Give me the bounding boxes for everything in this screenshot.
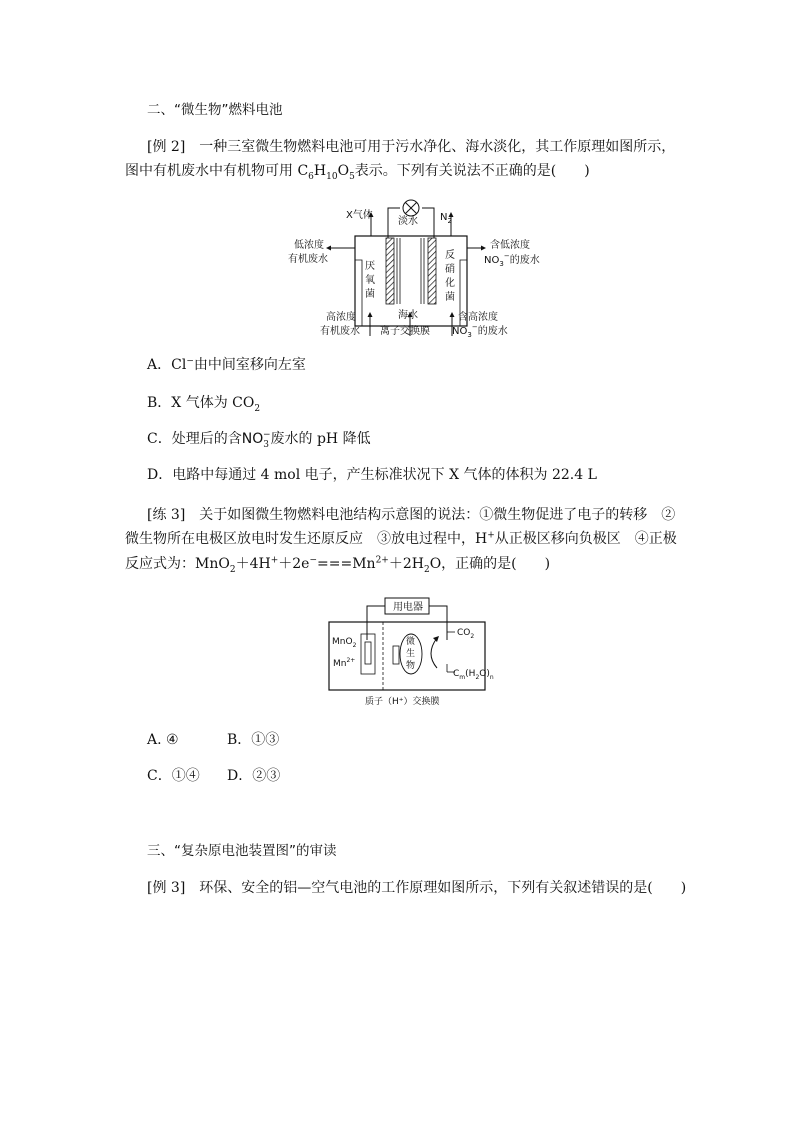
mno2-label: MnO$_2$ bbox=[332, 637, 357, 649]
membrane-label: 质子（H⁺）交换膜 bbox=[365, 697, 440, 707]
membrane-label: 离子交换膜 bbox=[380, 326, 430, 337]
left-electrode bbox=[365, 642, 371, 664]
option-a[interactable]: A. ④ bbox=[147, 732, 179, 748]
low-organic-label: 低浓度 bbox=[294, 240, 324, 251]
appliance-label: 用电器 bbox=[393, 602, 423, 613]
denitrify-label-4: 菌 bbox=[445, 292, 455, 303]
section-heading: 二、“微生物”燃料电池 bbox=[147, 102, 283, 118]
n2-label: $N_2$ bbox=[440, 212, 452, 225]
low-organic-label-2: 有机废水 bbox=[288, 254, 328, 265]
low-nitrate-label-2: $NO_3^-$的废水 bbox=[484, 252, 540, 268]
section-heading: 三、“复杂原电池装置图”的审读 bbox=[147, 843, 337, 859]
option-b[interactable]: B．X 气体为 $CO_2$ bbox=[147, 395, 261, 414]
option-b[interactable]: B．①③ bbox=[227, 732, 280, 748]
cm-label: $C_m(H_2O)_n$ bbox=[453, 669, 494, 681]
option-c[interactable]: C．①④ bbox=[147, 768, 200, 784]
seawater-label: 海水 bbox=[398, 310, 418, 321]
option-d[interactable]: D．电路中每通过 4 mol 电子，产生标准状况下 X 气体的体积为 22.4 L bbox=[147, 467, 597, 483]
option-a[interactable]: A．Cl−由中间室移向左室 bbox=[147, 356, 306, 373]
anaerobic-label: 厌 bbox=[365, 261, 375, 272]
low-nitrate-label: 含低浓度 bbox=[490, 240, 530, 251]
anode-electrode bbox=[386, 238, 394, 304]
anaerobic-label-2: 氧 bbox=[365, 275, 375, 286]
question-text: 微生物所在电极区放电时发生还原反应 ③放电过程中，H+从正极区移向负极区 ④正极 bbox=[125, 530, 677, 547]
cathode-electrode bbox=[428, 238, 436, 304]
mn2-label: $Mn^{2+}$ bbox=[333, 657, 356, 669]
fuel-cell-diagram bbox=[270, 196, 560, 342]
denitrify-label: 反 bbox=[445, 250, 455, 261]
microbe-label-2: 生 bbox=[406, 649, 416, 659]
microbe-label-3: 物 bbox=[406, 661, 416, 671]
denitrify-label-2: 硝 bbox=[445, 264, 455, 275]
high-nitrate-label: 含高浓度 bbox=[458, 312, 498, 323]
high-organic-label-2: 有机废水 bbox=[320, 326, 360, 337]
question-text: 图中有机废水中有机物可用 $C_6H_{10}O_5$表示。下列有关说法不正确的是( ) bbox=[125, 163, 590, 182]
high-organic-label: 高浓度 bbox=[326, 312, 356, 323]
question-text: [练 3] 关于如图微生物燃料电池结构示意图的说法：①微生物促进了电子的转移 ② bbox=[147, 507, 676, 523]
co2-label: $CO_2$ bbox=[457, 628, 475, 640]
x-gas-label: X气体 bbox=[346, 210, 373, 221]
option-c[interactable]: C．处理后的含$NO_3^-$废水的 pH 降低 bbox=[147, 430, 371, 450]
anaerobic-label-3: 菌 bbox=[365, 289, 375, 300]
question-text: [例 2] 一种三室微生物燃料电池可用于污水净化、海水淡化，其工作原理如图所示， bbox=[147, 139, 676, 155]
option-d[interactable]: D．②③ bbox=[227, 768, 281, 784]
microbe-label: 微 bbox=[406, 637, 416, 647]
fresh-water-label: 淡水 bbox=[398, 216, 418, 227]
right-electrode bbox=[393, 646, 399, 664]
question-text: [例 3] 环保、安全的铝—空气电池的工作原理如图所示，下列有关叙述错误的是( ) bbox=[147, 880, 687, 896]
microbial-cell-diagram bbox=[325, 592, 505, 708]
high-nitrate-label-2: $NO_3^-$的废水 bbox=[452, 323, 508, 339]
question-text: 反应式为：$MnO_2+4H^++2e^-===Mn^{2+}+2H_2O$，正确的是( ) bbox=[125, 555, 551, 575]
denitrify-label-3: 化 bbox=[445, 278, 455, 289]
